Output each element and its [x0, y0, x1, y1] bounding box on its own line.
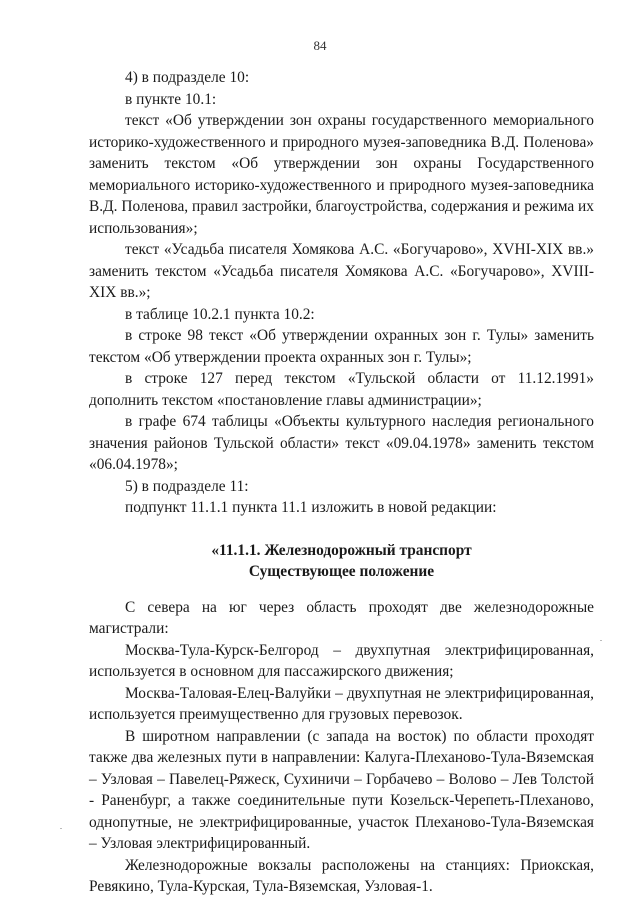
paragraph-subitem-11-1-1: подпункт 11.1.1 пункта 11.1 изложить в новой редакции:	[125, 499, 497, 516]
paragraph-main-lines: С севера на юг через область проходят две железнодорожные магистрали:	[89, 598, 594, 637]
scan-speck	[60, 828, 62, 829]
paragraph-row-127: в строке 127 перед текстом «Тульской области от 11.12.1991» дополнить текстом «постановление главы администрации»;	[89, 370, 594, 409]
document-body	[89, 67, 594, 898]
paragraph-polenov-text: текст «Об утверждении зон охраны государственного мемориального историко-художественного и природного музея-заповедника В.Д. Поленова» заменить текстом «Об утверждении зон охраны Государственного мемориального историко-художественного и природного музея-заповедника В.Д. Поленова, правил застройки, благоустройства, содержания и режима их использования»;	[89, 112, 594, 237]
section-heading-title: «11.1.1. Железнодорожный транспорт	[211, 541, 472, 559]
paragraph-latitudinal-routes: В широтном направлении (с запада на восток) по области проходят также два железных пути в направлении: Калуга-Плеханово-Тула-Вяземская – Узловая – Павелец-Ряжеск, Сухиничи – Горбачево – Волово – Лев Толстой - Раненбург, а также соединительные пути Козельск-Черепеть-Плеханово, однопутные, не электрифицированные, участок Плеханово-Тула-Вяземская – Узловая электрифицированный.	[89, 727, 594, 852]
paragraph-column-674: в графе 674 таблицы «Объекты культурного наследия регионального значения районов Тульской области» текст «09.04.1978» заменить текстом «06.04.1978»;	[89, 413, 594, 473]
paragraph-railway-stations: Железнодорожные вокзалы расположены на станциях: Приокская, Ревякино, Тула-Курская, Тула-Вяземская, Узловая-1.	[89, 856, 594, 895]
page-number: 84	[313, 38, 327, 53]
paragraph-moscow-talovaya: Москва-Таловая-Елец-Валуйки – двухпутная не электрифицированная, используется преимущественно для грузовых перевозок.	[89, 684, 594, 723]
paragraph-subsection-11: 5) в подразделе 11:	[125, 477, 249, 495]
paragraph-table-10-2-1: в таблице 10.2.1 пункта 10.2:	[125, 305, 315, 323]
paragraph-khomyakov-text: текст «Усадьба писателя Хомякова А.С. «Богучарово», XVHI-XIX вв.» заменить текстом «Усадьба писателя Хомякова А.С. «Богучарово», XVIII-XIX вв.»;	[89, 241, 594, 301]
paragraph-row-98: в строке 98 текст «Об утверждении охранных зон г. Тулы» заменить текстом «Об утверждении проекта охранных зон г. Тулы»;	[89, 327, 594, 366]
spacer	[89, 519, 594, 540]
spacer	[89, 583, 594, 597]
paragraph-item-10-1: в пункте 10.1:	[125, 90, 217, 108]
paragraph-subsection-10: 4) в подразделе 10:	[125, 69, 250, 86]
section-heading-subtitle: Существующее положение	[248, 563, 435, 580]
scan-speck	[600, 640, 602, 641]
paragraph-moscow-tula-kursk: Москва-Тула-Курск-Белгород – двухпутная электрифицированная, используется в основном для пассажирского движения;	[89, 641, 594, 680]
